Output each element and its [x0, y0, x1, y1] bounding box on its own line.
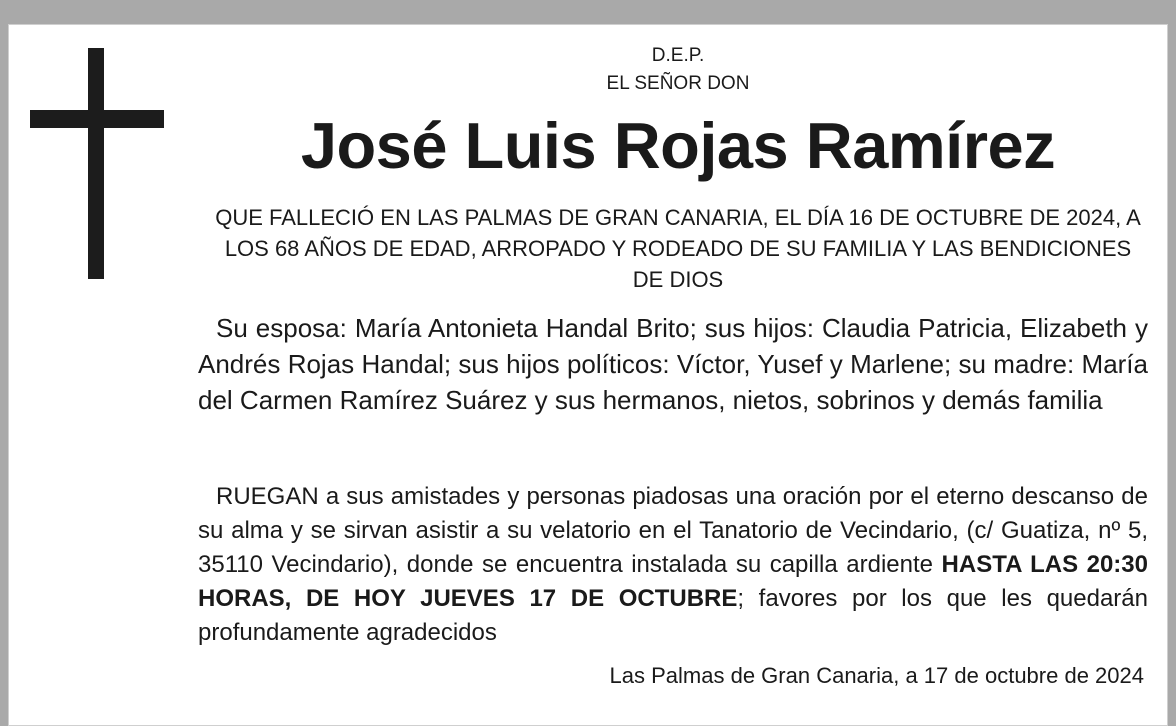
cross-horizontal-bar: [30, 110, 164, 128]
dep-heading: D.E.P.: [651, 45, 705, 66]
request-paragraph: [198, 480, 1148, 650]
place-and-date: Las Palmas de Gran Canaria, a 17 de octubre de 2024: [609, 663, 1144, 688]
request-text-end: ; favores por los que les quedarán profundamente agradecidos: [198, 585, 1148, 646]
death-notice: QUE FALLECIÓ EN LAS PALMAS DE GRAN CANARIA, EL DÍA 16 DE OCTUBRE DE 2024, A LOS 68 AÑOS DE EDAD, ARROPADO Y RODEADO DE SU FAMILIA Y LAS BENDICIONES DE DIOS: [215, 205, 1141, 292]
title-line: EL SEÑOR DON: [606, 73, 750, 94]
request-schedule-bold: HASTA LAS 20:30 HORAS, DE HOY JUEVES 17 DE OCTUBRE: [198, 551, 1148, 612]
deceased-name: José Luis Rojas Ramírez: [300, 109, 1056, 182]
obituary-card: [8, 24, 1168, 726]
request-text-start: RUEGAN a sus amistades y personas piadosas una oración por el eterno descanso de su alma y se sirvan asistir a su velatorio en el Tanatorio de Vecindario, (c/ Guatiza, nº 5, 35110 Vecindario), donde se encuentra instalada su capilla ardiente: [198, 483, 1148, 578]
family-paragraph: Su esposa: María Antonieta Handal Brito; sus hijos: Claudia Patricia, Elizabeth y Andrés Rojas Handal; sus hijos políticos: Víctor, Yusef y Marlene; su madre: María del Carmen Ramírez Suárez y sus hermanos, nietos, sobrinos y demás familia: [198, 313, 1148, 415]
